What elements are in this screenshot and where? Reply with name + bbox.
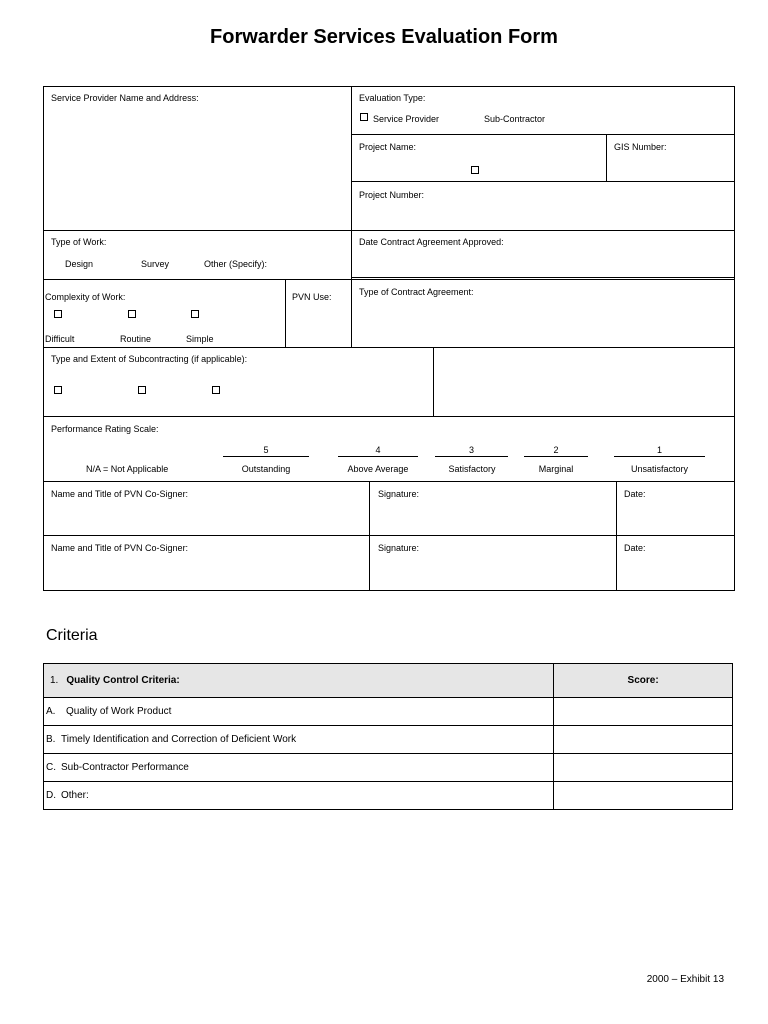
rating-line <box>338 456 418 457</box>
subcontracting-label: Type and Extent of Subcontracting (if applicable): <box>51 354 248 364</box>
gis-number-label: GIS Number: <box>614 142 667 152</box>
subcontracting-checkbox-3[interactable] <box>212 386 220 394</box>
simple-checkbox[interactable] <box>191 310 199 318</box>
work-option-other: Other (Specify): <box>204 259 268 269</box>
criteria-section-title: Quality Control Criteria: <box>66 675 180 686</box>
criteria-item-text: Other: <box>61 790 89 801</box>
complexity-option-routine: Routine <box>120 334 152 344</box>
criteria-item-cell <box>44 782 554 810</box>
rating-line <box>524 456 588 457</box>
score-label: Score: <box>627 675 659 686</box>
divider <box>606 134 607 181</box>
divider <box>43 535 735 536</box>
divider <box>285 279 286 347</box>
work-option-survey: Survey <box>141 259 170 269</box>
criteria-item-cell <box>44 754 554 782</box>
divider <box>616 481 617 591</box>
criteria-table <box>43 663 733 810</box>
evaluation-type-label: Evaluation Type: <box>359 93 426 103</box>
cosigner-label-1: Name and Title of PVN Co-Signer: <box>51 489 189 499</box>
divider <box>351 277 735 278</box>
criteria-item-letter: D. <box>46 790 56 801</box>
table-row <box>44 726 733 754</box>
divider <box>351 134 735 135</box>
date-label-2: Date: <box>624 543 646 553</box>
page-title: Forwarder Services Evaluation Form <box>210 26 558 48</box>
divider <box>43 416 735 417</box>
divider <box>43 279 735 280</box>
service-provider-label: Service Provider Name and Address: <box>51 93 199 103</box>
score-cell[interactable] <box>554 726 733 754</box>
rating-line <box>223 456 309 457</box>
date-contract-approved-label: Date Contract Agreement Approved: <box>359 237 504 247</box>
difficult-checkbox[interactable] <box>54 310 62 318</box>
service-provider-checkbox[interactable] <box>360 113 368 121</box>
criteria-item-cell <box>44 698 554 726</box>
criteria-item-letter: C. <box>46 762 56 773</box>
criteria-item-text: Timely Identification and Correction of Deficient Work <box>61 734 297 745</box>
table-row <box>44 782 733 810</box>
complexity-label: Complexity of Work: <box>45 292 126 302</box>
rating-line <box>435 456 508 457</box>
rating-number-3: 3 <box>468 445 474 455</box>
project-name-label: Project Name: <box>359 142 417 152</box>
table-row <box>44 698 733 726</box>
eval-option-service-provider: Service Provider <box>373 114 440 124</box>
rating-number-4: 4 <box>375 445 381 455</box>
rating-number-1: 1 <box>656 445 662 455</box>
date-label-1: Date: <box>624 489 646 499</box>
project-name-checkbox[interactable] <box>471 166 479 174</box>
signature-label-2: Signature: <box>378 543 420 553</box>
criteria-section-title-cell <box>44 664 554 698</box>
criteria-item-cell <box>44 726 554 754</box>
divider <box>43 347 735 348</box>
criteria-item-text: Sub-Contractor Performance <box>61 762 189 773</box>
type-contract-label: Type of Contract Agreement: <box>359 287 474 297</box>
complexity-option-simple: Simple <box>186 334 214 344</box>
score-cell[interactable] <box>554 698 733 726</box>
divider <box>351 86 352 347</box>
criteria-item-text: Quality of Work Product <box>66 706 172 717</box>
divider <box>433 347 434 416</box>
rating-label-outstanding: Outstanding <box>241 464 291 474</box>
rating-number-2: 2 <box>553 445 559 455</box>
type-of-work-label: Type of Work: <box>51 237 107 247</box>
criteria-item-letter: B. <box>46 734 56 745</box>
complexity-option-difficult: Difficult <box>45 334 75 344</box>
rating-scale-label: Performance Rating Scale: <box>51 424 159 434</box>
divider <box>43 481 735 482</box>
signature-label-1: Signature: <box>378 489 420 499</box>
criteria-header-row <box>44 664 733 698</box>
pvn-use-label: PVN Use: <box>292 292 332 302</box>
rating-number-5: 5 <box>263 445 269 455</box>
routine-checkbox[interactable] <box>128 310 136 318</box>
divider <box>369 481 370 591</box>
na-label: N/A = Not Applicable <box>86 464 169 474</box>
rating-label-above-average: Above Average <box>347 464 409 474</box>
rating-label-marginal: Marginal <box>538 464 574 474</box>
score-cell[interactable] <box>554 754 733 782</box>
subcontracting-checkbox-2[interactable] <box>138 386 146 394</box>
table-row <box>44 754 733 782</box>
eval-option-sub-contractor: Sub-Contractor <box>484 114 546 124</box>
cosigner-label-2: Name and Title of PVN Co-Signer: <box>51 543 189 553</box>
subcontracting-checkbox-1[interactable] <box>54 386 62 394</box>
score-header-cell <box>554 664 733 698</box>
rating-label-satisfactory: Satisfactory <box>448 464 496 474</box>
rating-label-unsatisfactory: Unsatisfactory <box>630 464 689 474</box>
criteria-heading: Criteria <box>46 627 98 644</box>
project-number-label: Project Number: <box>359 190 425 200</box>
page-footer: 2000 – Exhibit 13 <box>646 974 724 985</box>
score-cell[interactable] <box>554 782 733 810</box>
divider <box>351 181 735 182</box>
work-option-design: Design <box>65 259 94 269</box>
criteria-section-number: 1. <box>50 675 59 686</box>
criteria-item-letter: A. <box>46 706 56 717</box>
divider <box>43 230 735 231</box>
rating-line <box>614 456 705 457</box>
